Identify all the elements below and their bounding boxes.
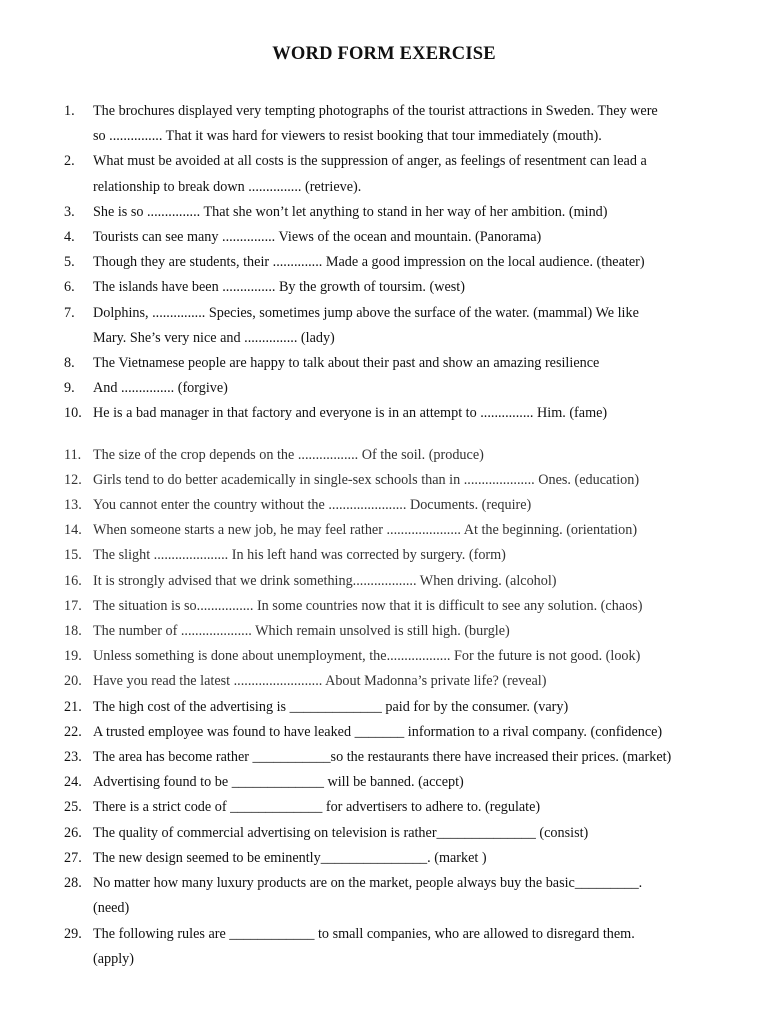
- exercise-text-line: He is a bad manager in that factory and everyone is in an attempt to ............... Him. (fame): [93, 405, 608, 422]
- exercise-number: 12.: [64, 471, 82, 488]
- exercise-text-line: She is so ............... That she won’t let anything to stand in her way of her ambition. (mind): [93, 203, 608, 220]
- exercise-number: 23.: [64, 749, 82, 766]
- exercise-item: [0, 443, 768, 468]
- exercise-text-line: The number of .................... Which remain unsolved is still high. (burgle): [93, 623, 510, 640]
- exercise-text-line: The Vietnamese people are happy to talk about their past and show an amazing resilience: [93, 355, 600, 372]
- exercise-number: 14.: [64, 522, 82, 539]
- exercise-text-line: It is strongly advised that we drink something.................. When driving. (alcohol): [93, 572, 557, 589]
- exercise-item: [0, 922, 768, 972]
- exercise-text-line: When someone starts a new job, he may feel rather ..................... At the beginning. (orientation): [93, 522, 638, 539]
- exercise-number: 19.: [64, 648, 82, 665]
- exercise-item: [0, 493, 768, 518]
- exercise-number: 13.: [64, 497, 82, 514]
- exercise-number: 15.: [64, 547, 82, 564]
- exercise-text-line: Dolphins, ............... Species, sometimes jump above the surface of the water. (mammal) We like: [93, 304, 639, 321]
- exercise-text-line: And ............... (forgive): [93, 380, 228, 397]
- exercise-text-line: Girls tend to do better academically in single-sex schools than in .................... Ones. (education): [93, 471, 640, 488]
- page-title: WORD FORM EXERCISE: [272, 44, 496, 64]
- exercise-text-line: The size of the crop depends on the ................. Of the soil. (produce): [93, 446, 484, 463]
- exercise-text-line: The high cost of the advertising is _____________ paid for by the consumer. (vary): [93, 698, 569, 715]
- exercise-number: 18.: [64, 623, 82, 640]
- exercise-item: [0, 720, 768, 745]
- exercise-text-line: The following rules are ____________ to small companies, who are allowed to disregard them.: [93, 925, 635, 942]
- exercise-text-line: relationship to break down ............... (retrieve).: [93, 178, 362, 195]
- exercise-number: 3.: [64, 203, 75, 220]
- exercise-item: [0, 376, 768, 401]
- exercise-text-line: Have you read the latest ......................... About Madonna’s private life? (reveal): [93, 673, 547, 690]
- exercise-item: [0, 619, 768, 644]
- exercise-item: [0, 669, 768, 694]
- exercise-item: [0, 149, 768, 199]
- exercise-number: 5.: [64, 254, 75, 271]
- exercise-item: [0, 795, 768, 820]
- exercise-item: [0, 821, 768, 846]
- exercise-number: 9.: [64, 380, 75, 397]
- exercise-number: 10.: [64, 405, 82, 422]
- exercise-number: 11.: [64, 446, 82, 463]
- exercise-number: 6.: [64, 279, 75, 296]
- exercise-item: [0, 846, 768, 871]
- exercise-item: [0, 301, 768, 351]
- exercise-number: 17.: [64, 597, 82, 614]
- exercise-number: 4.: [64, 229, 75, 246]
- exercise-number: 25.: [64, 799, 82, 816]
- exercise-number: 27.: [64, 849, 82, 866]
- exercise-text-line: The islands have been ............... By the growth of toursim. (west): [93, 279, 465, 296]
- exercise-number: 22.: [64, 723, 82, 740]
- exercise-text-line: The slight ..................... In his left hand was corrected by surgery. (form): [93, 547, 506, 564]
- exercise-text-line: The area has become rather ___________so the restaurants there have increased their prices. (market): [93, 749, 672, 766]
- exercise-text-line: The brochures displayed very tempting photographs of the tourist attractions in Sweden. They were: [93, 103, 658, 119]
- exercise-list: [0, 99, 768, 972]
- exercise-number: 7.: [64, 304, 75, 321]
- exercise-text-line: Advertising found to be _____________ will be banned. (accept): [93, 774, 464, 791]
- exercise-number: 21.: [64, 698, 82, 715]
- exercise-text-line: You cannot enter the country without the ...................... Documents. (require): [93, 497, 532, 514]
- exercise-text-line: The new design seemed to be eminently_______________. (market ): [93, 849, 487, 866]
- exercise-text-line: so ............... That it was hard for viewers to resist booking that tour immediately (mouth).: [93, 128, 602, 145]
- exercise-number: 28.: [64, 875, 82, 892]
- exercise-number: 8.: [64, 355, 75, 372]
- exercise-item: [0, 200, 768, 225]
- exercise-text-line: The situation is so................ In some countries now that it is difficult to see any solution. (chaos): [93, 597, 643, 614]
- exercise-item: [0, 401, 768, 426]
- exercise-text-line: There is a strict code of _____________ for advertisers to adhere to. (regulate): [93, 799, 541, 816]
- exercise-item: [0, 745, 768, 770]
- exercise-text-line: (need): [93, 900, 130, 917]
- exercise-text-line: (apply): [93, 950, 134, 967]
- exercise-text-line: The quality of commercial advertising on television is rather______________ (consist): [93, 824, 589, 841]
- exercise-text-line: A trusted employee was found to have leaked _______ information to a rival company. (confidence): [93, 723, 663, 740]
- exercise-item: [0, 468, 768, 493]
- exercise-item: [0, 594, 768, 619]
- exercise-item: [0, 225, 768, 250]
- exercise-text-line: No matter how many luxury products are on the market, people always buy the basic_________.: [93, 875, 643, 892]
- exercise-item: [0, 871, 768, 921]
- exercise-text-line: Unless something is done about unemployment, the.................. For the future is not good. (look): [93, 648, 641, 665]
- exercise-text-line: Mary. She’s very nice and ............... (lady): [93, 329, 335, 346]
- exercise-item: [0, 569, 768, 594]
- section-gap: [0, 427, 768, 443]
- exercise-item: [0, 695, 768, 720]
- exercise-item: [0, 770, 768, 795]
- exercise-item: [0, 275, 768, 300]
- exercise-number: 1.: [64, 103, 75, 119]
- exercise-number: 2.: [64, 153, 75, 170]
- exercise-item: [0, 543, 768, 568]
- exercise-item: [0, 99, 768, 149]
- exercise-number: 16.: [64, 572, 82, 589]
- exercise-item: [0, 250, 768, 275]
- exercise-number: 29.: [64, 925, 82, 942]
- exercise-text-line: Though they are students, their .............. Made a good impression on the local audience. (theater): [93, 254, 645, 271]
- exercise-number: 20.: [64, 673, 82, 690]
- exercise-number: 24.: [64, 774, 82, 791]
- exercise-number: 26.: [64, 824, 82, 841]
- exercise-text-line: What must be avoided at all costs is the suppression of anger, as feelings of resentment can lead a: [93, 153, 647, 170]
- exercise-item: [0, 518, 768, 543]
- exercise-item: [0, 644, 768, 669]
- exercise-item: [0, 351, 768, 376]
- exercise-text-line: Tourists can see many ............... Views of the ocean and mountain. (Panorama): [93, 229, 542, 246]
